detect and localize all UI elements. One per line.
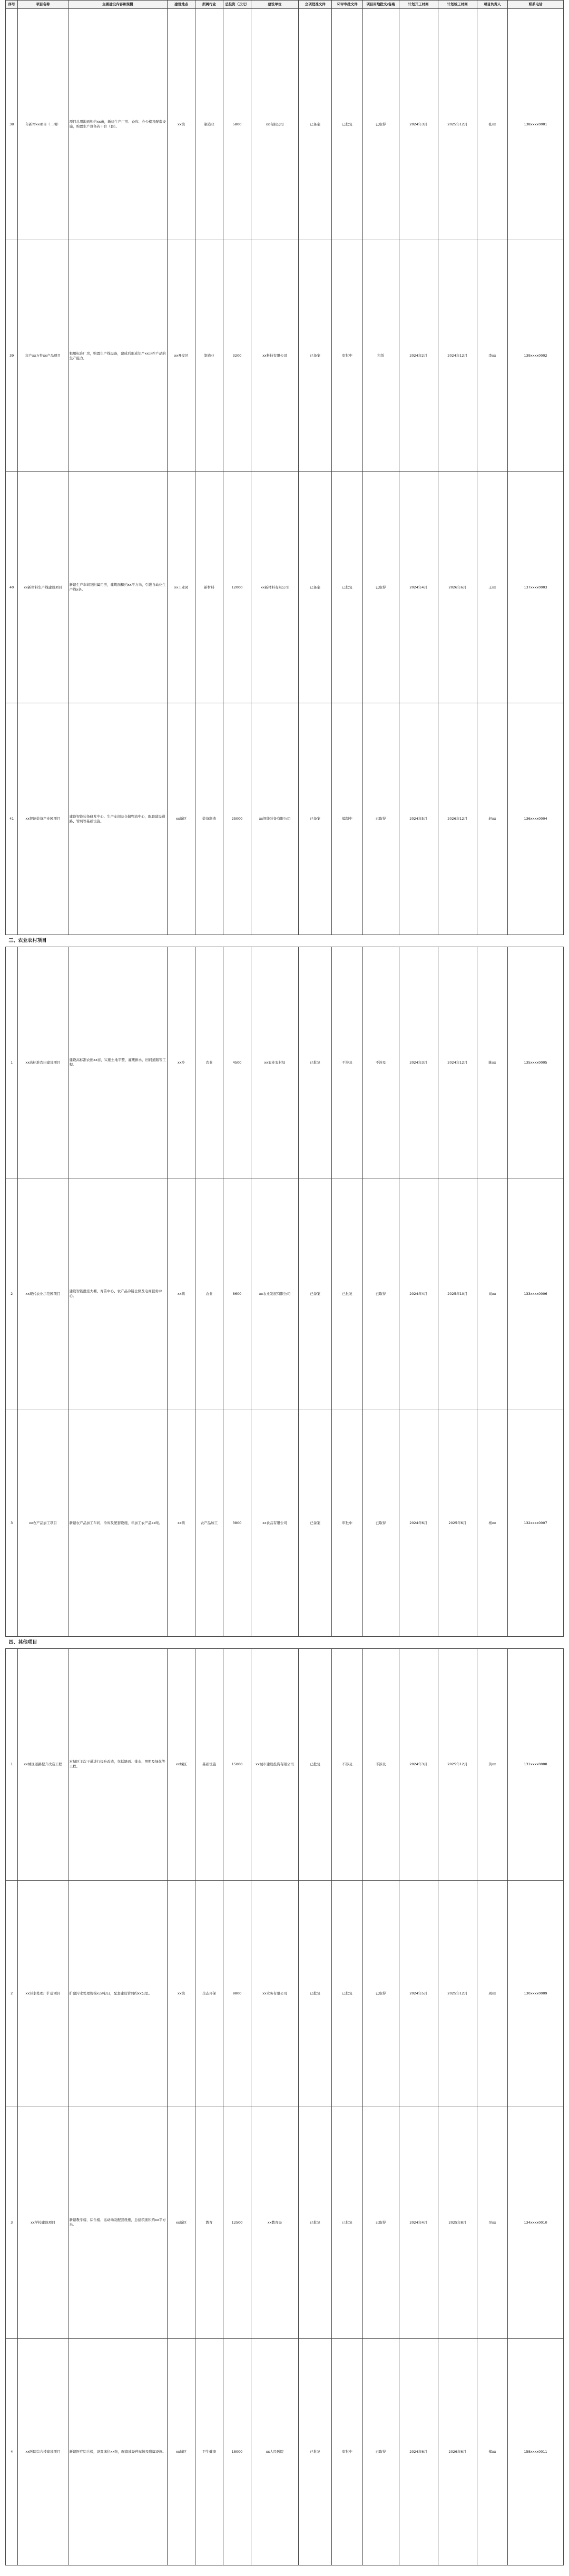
column-header: 所属行业 (195, 1, 223, 9)
cell-phone: 137xxxx0003 (508, 471, 564, 703)
cell-name: 年新增xx项目（二期） (18, 9, 68, 240)
cell-phone: 134xxxx0010 (508, 2107, 564, 2338)
column-header: 联系电话 (508, 1, 564, 9)
cell-approval: 已备案 (298, 471, 332, 703)
cell-land: 已取得 (362, 1178, 399, 1410)
table-row (6, 703, 564, 935)
column-header: 项目用地批文/备案 (362, 1, 399, 9)
cell-name: xx学校建设项目 (18, 2107, 68, 2338)
cell-name: xx高标准农田建设项目 (18, 947, 68, 1178)
cell-person: 刘xx (477, 1178, 507, 1410)
table-row (6, 9, 564, 240)
cell-no: 3 (6, 1410, 18, 1636)
cell-desc: 对城区主次干道进行提升改造，包括路面、排水、照明及绿化等工程。 (68, 1649, 168, 1880)
cell-place: xx镇 (168, 9, 195, 240)
cell-industry: 装备制造 (195, 703, 223, 935)
cell-industry: 教育 (195, 2107, 223, 2338)
cell-industry: 生态环保 (195, 1880, 223, 2107)
cell-land: 已取得 (362, 1410, 399, 1636)
cell-desc: 新建教学楼、综合楼、运动场及配套设施，总建筑面积约xx平方米。 (68, 2107, 168, 2338)
cell-invest: 18000 (223, 2338, 251, 2565)
table-row (6, 2338, 564, 2565)
cell-phone: 135xxxx0005 (508, 947, 564, 1178)
cell-unit: xx人民医院 (251, 2338, 298, 2565)
cell-land: 租赁 (362, 240, 399, 471)
cell-person: 杨xx (477, 1410, 507, 1636)
cell-end: 2026年6月 (438, 471, 477, 703)
cell-industry: 农产品加工 (195, 1410, 223, 1636)
cell-end: 2026年6月 (438, 2338, 477, 2565)
cell-desc: 项目总用地面积约xx亩，新建生产厂房、仓库、办公楼及配套设施，购置生产设备若干台（套）。 (68, 9, 168, 240)
table-row (6, 947, 564, 1178)
table-row (6, 240, 564, 471)
cell-industry: 农业 (195, 1178, 223, 1410)
cell-approval: 已备案 (298, 1178, 332, 1410)
cell-phone: 130xxxx0009 (508, 1880, 564, 2107)
cell-desc: 新建医疗综合楼，设置床位xx张，配套建设停车场及附属设施。 (68, 2338, 168, 2565)
cell-unit: xx食品有限公司 (251, 1410, 298, 1636)
cell-no: 2 (6, 1880, 18, 2107)
cell-start: 2024年3月 (399, 9, 438, 240)
cell-no: 1 (6, 1649, 18, 1880)
cell-unit: xx智能装备有限公司 (251, 703, 298, 935)
cell-unit: xx城市建设投资有限公司 (251, 1649, 298, 1880)
cell-no: 1 (6, 947, 18, 1178)
cell-no: 3 (6, 2107, 18, 2338)
section-title: 四、其他项目 (6, 1637, 564, 1649)
table-header-row (6, 1, 564, 9)
cell-place: xx开发区 (168, 240, 195, 471)
cell-person: 郑xx (477, 2338, 507, 2565)
cell-phone: 138xxxx0001 (508, 9, 564, 240)
column-header: 序号 (6, 1, 18, 9)
cell-invest: 4500 (223, 947, 251, 1178)
table-row (6, 1649, 564, 1880)
column-header: 主要建设内容和规模 (68, 1, 168, 9)
table-row (6, 2107, 564, 2338)
cell-desc: 建设高标准农田xx亩，实施土地平整、灌溉排水、田间道路等工程。 (68, 947, 168, 1178)
cell-phone: 158xxxx0011 (508, 2338, 564, 2565)
cell-env: 不涉及 (332, 1649, 362, 1880)
cell-person: 周xx (477, 1880, 507, 2107)
cell-desc: 新建生产车间及附属用房，建筑面积约xx平方米，引进自动化生产线x条。 (68, 471, 168, 703)
cell-person: 王xx (477, 471, 507, 703)
column-header: 环评审批文件 (332, 1, 362, 9)
cell-end: 2025年10月 (438, 1178, 477, 1410)
cell-phone: 132xxxx0007 (508, 1410, 564, 1636)
cell-person: 赵xx (477, 703, 507, 935)
cell-end: 2025年12月 (438, 9, 477, 240)
cell-phone: 136xxxx0004 (508, 703, 564, 935)
cell-env: 已批复 (332, 1880, 362, 2107)
cell-land: 已取得 (362, 9, 399, 240)
cell-desc: 建设智能装备研发中心、生产车间及仓储物流中心，配套建设道路、管网等基础设施。 (68, 703, 168, 935)
cell-industry: 制造业 (195, 9, 223, 240)
cell-unit: xx科技有限公司 (251, 240, 298, 471)
cell-end: 2025年6月 (438, 1410, 477, 1636)
cell-no: 38 (6, 9, 18, 240)
cell-place: xx乡 (168, 947, 195, 1178)
cell-person: 李xx (477, 240, 507, 471)
cell-land: 已取得 (362, 1880, 399, 2107)
cell-end: 2024年12月 (438, 240, 477, 471)
cell-desc: 建设智能温室大棚、育苗中心、农产品冷链仓储及电商服务中心。 (68, 1178, 168, 1410)
cell-approval: 已批复 (298, 947, 332, 1178)
column-header: 总投资（万元） (223, 1, 251, 9)
cell-approval: 已批复 (298, 2107, 332, 2338)
cell-invest: 12000 (223, 471, 251, 703)
section-title: 三、农业农村项目 (6, 935, 564, 947)
cell-env: 审批中 (332, 2338, 362, 2565)
cell-desc: 租用标准厂房，购置生产线设备，建成后形成年产xx万件产品的生产能力。 (68, 240, 168, 471)
column-header: 立项批准文件 (298, 1, 332, 9)
table-row (6, 471, 564, 703)
cell-person: 吴xx (477, 2107, 507, 2338)
cell-name: xx现代农业示范园项目 (18, 1178, 68, 1410)
cell-land: 已取得 (362, 703, 399, 935)
cell-start: 2024年4月 (399, 1178, 438, 1410)
section-title-row (6, 935, 564, 947)
column-header: 建设单位 (251, 1, 298, 9)
cell-end: 2025年12月 (438, 1880, 477, 2107)
cell-start: 2024年3月 (399, 947, 438, 1178)
cell-approval: 已批复 (298, 1880, 332, 2107)
cell-industry: 农业 (195, 947, 223, 1178)
cell-invest: 3200 (223, 240, 251, 471)
cell-land: 已取得 (362, 2338, 399, 2565)
cell-env: 编制中 (332, 703, 362, 935)
cell-end: 2025年12月 (438, 1649, 477, 1880)
cell-name: 年产xx万件xx产品项目 (18, 240, 68, 471)
cell-start: 2024年2月 (399, 240, 438, 471)
column-header: 项目名称 (18, 1, 68, 9)
cell-land: 已取得 (362, 471, 399, 703)
cell-approval: 已备案 (298, 240, 332, 471)
cell-place: xx镇 (168, 1178, 195, 1410)
cell-unit: xx有限公司 (251, 9, 298, 240)
cell-phone: 131xxxx0008 (508, 1649, 564, 1880)
table-row (6, 1178, 564, 1410)
cell-unit: xx农业发展有限公司 (251, 1178, 298, 1410)
cell-industry: 新材料 (195, 471, 223, 703)
column-header: 计划竣工时间 (438, 1, 477, 9)
cell-name: xx新材料生产线建设项目 (18, 471, 68, 703)
cell-industry: 基础设施 (195, 1649, 223, 1880)
cell-end: 2026年12月 (438, 703, 477, 935)
cell-start: 2024年5月 (399, 1880, 438, 2107)
table-row (6, 1410, 564, 1636)
cell-env: 已批复 (332, 9, 362, 240)
cell-start: 2024年3月 (399, 1649, 438, 1880)
column-header: 计划开工时间 (399, 1, 438, 9)
cell-approval: 已备案 (298, 703, 332, 935)
cell-name: xx医院综合楼建设项目 (18, 2338, 68, 2565)
cell-place: xx镇 (168, 1410, 195, 1636)
cell-person: 黄xx (477, 1649, 507, 1880)
cell-no: 40 (6, 471, 18, 703)
cell-desc: 新建农产品加工车间、冷库及配套设施，年加工农产品xx吨。 (68, 1410, 168, 1636)
cell-person: 陈xx (477, 947, 507, 1178)
cell-env: 已批复 (332, 1178, 362, 1410)
table-row (6, 1880, 564, 2107)
cell-place: xx工业园 (168, 471, 195, 703)
cell-desc: 扩建污水处理规模x万吨/日，配套建设管网约xx公里。 (68, 1880, 168, 2107)
cell-land: 已取得 (362, 2107, 399, 2338)
cell-invest: 8600 (223, 1178, 251, 1410)
section-title-row (6, 1637, 564, 1649)
cell-name: xx城区道路提升改造工程 (18, 1649, 68, 1880)
cell-start: 2024年4月 (399, 2107, 438, 2338)
cell-approval: 已备案 (298, 1410, 332, 1636)
cell-place: xx镇 (168, 1880, 195, 2107)
cell-industry: 卫生健康 (195, 2338, 223, 2565)
cell-env: 已批复 (332, 2107, 362, 2338)
cell-approval: 已批复 (298, 2338, 332, 2565)
cell-start: 2024年6月 (399, 1410, 438, 1636)
cell-land: 不涉及 (362, 947, 399, 1178)
column-header: 建设地点 (168, 1, 195, 9)
cell-start: 2024年4月 (399, 471, 438, 703)
cell-env: 已批复 (332, 471, 362, 703)
cell-place: xx城区 (168, 1649, 195, 1880)
cell-start: 2024年6月 (399, 2338, 438, 2565)
cell-env: 审批中 (332, 1410, 362, 1636)
cell-place: xx新区 (168, 703, 195, 935)
cell-name: xx农产品加工项目 (18, 1410, 68, 1636)
cell-place: xx城区 (168, 2338, 195, 2565)
table-body (6, 9, 564, 2565)
cell-name: xx污水处理厂扩建项目 (18, 1880, 68, 2107)
cell-place: xx新区 (168, 2107, 195, 2338)
cell-name: xx智能装备产业园项目 (18, 703, 68, 935)
cell-no: 39 (6, 240, 18, 471)
cell-unit: xx农业农村局 (251, 947, 298, 1178)
cell-no: 2 (6, 1178, 18, 1410)
cell-approval: 已备案 (298, 9, 332, 240)
cell-env: 不涉及 (332, 947, 362, 1178)
cell-env: 审批中 (332, 240, 362, 471)
cell-unit: xx新材料有限公司 (251, 471, 298, 703)
cell-end: 2024年12月 (438, 947, 477, 1178)
cell-unit: xx教育局 (251, 2107, 298, 2338)
column-header: 项目负责人 (477, 1, 507, 9)
cell-land: 不涉及 (362, 1649, 399, 1880)
cell-phone: 139xxxx0002 (508, 240, 564, 471)
cell-phone: 133xxxx0006 (508, 1178, 564, 1410)
cell-invest: 12500 (223, 2107, 251, 2338)
cell-invest: 15000 (223, 1649, 251, 1880)
cell-no: 4 (6, 2338, 18, 2565)
cell-end: 2025年8月 (438, 2107, 477, 2338)
project-table (5, 0, 564, 2565)
cell-unit: xx水务有限公司 (251, 1880, 298, 2107)
cell-approval: 已批复 (298, 1649, 332, 1880)
cell-no: 41 (6, 703, 18, 935)
cell-invest: 9800 (223, 1880, 251, 2107)
cell-person: 张xx (477, 9, 507, 240)
cell-start: 2024年5月 (399, 703, 438, 935)
cell-invest: 5800 (223, 9, 251, 240)
document-page (5, 0, 564, 2565)
cell-invest: 3800 (223, 1410, 251, 1636)
cell-invest: 25000 (223, 703, 251, 935)
cell-industry: 制造业 (195, 240, 223, 471)
